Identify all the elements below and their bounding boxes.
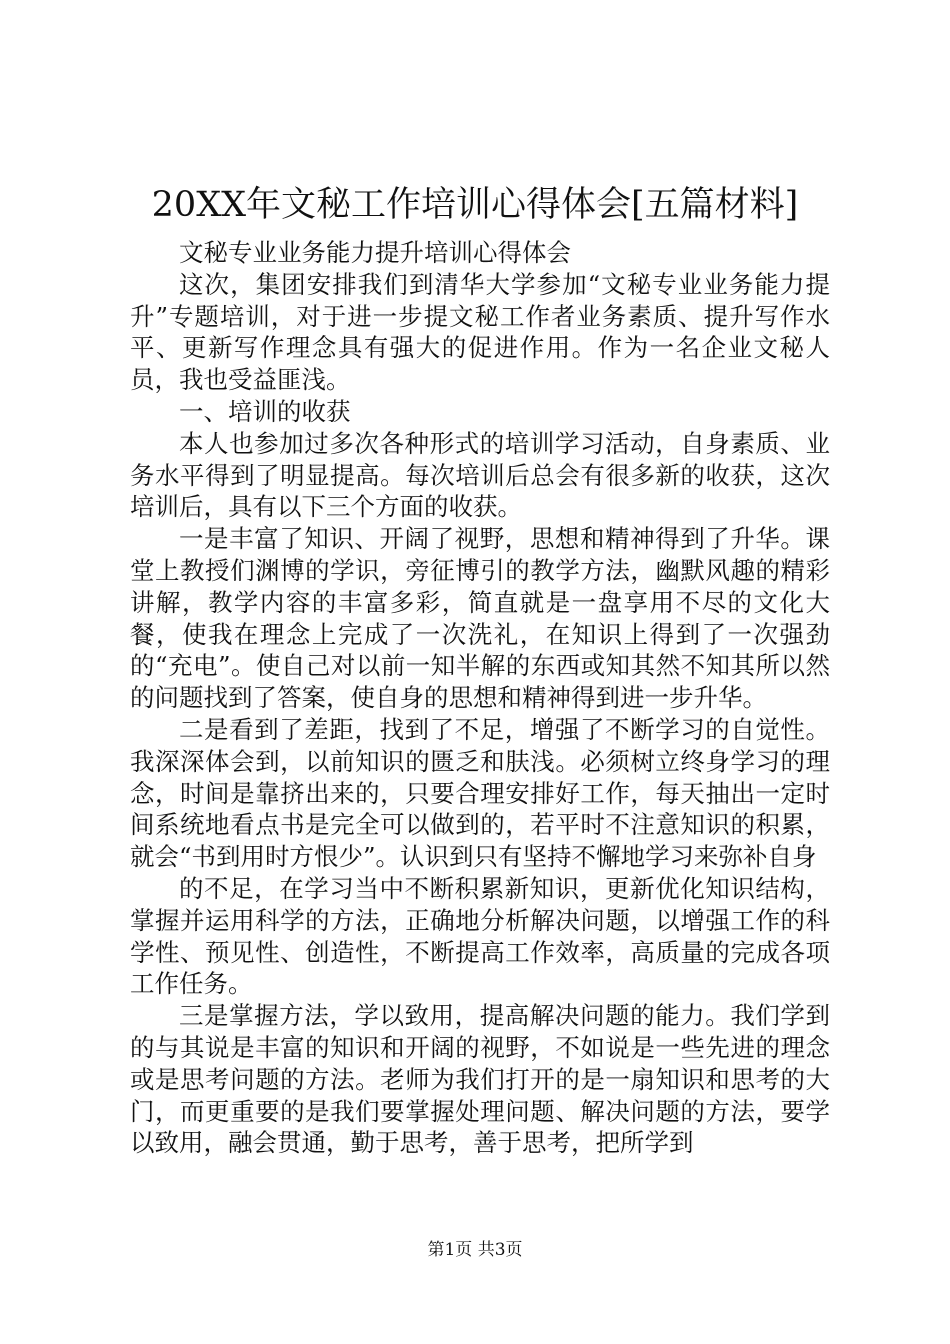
body-paragraph: 一是丰富了知识、开阔了视野，思想和精神得到了升华。课堂上教授们渊博的学识，旁征博引的教学方法，幽默风趣的精彩讲解，教学内容的丰富多彩，简直就是一盘享用不尽的文化大餐，使我在理念上完成了一次洗礼，在知识上得到了一次强劲的“充电”。使自己对以前一知半解的东西或知其然不知其所以然的问题找到了答案，使自身的思想和精神得到进一步升华。 <box>130 524 830 713</box>
body-paragraph: 这次，集团安排我们到清华大学参加“文秘专业业务能力提升”专题培训，对于进一步提文秘工作者业务素质、提升写作水平、更新写作理念具有强大的促进作用。作为一名企业文秘人员，我也受益匪浅。 <box>130 269 830 395</box>
document-body <box>130 237 830 1159</box>
subtitle-paragraph: 文秘专业业务能力提升培训心得体会 <box>179 238 571 267</box>
document-title: 20XX年文秘工作培训心得体会[五篇材料] <box>151 185 799 225</box>
body-paragraph: 三是掌握方法，学以致用，提高解决问题的能力。我们学到的与其说是丰富的知识和开阔的视野，不如说是一些先进的理念或是思考问题的方法。老师为我们打开的是一扇知识和思考的大门，而更重要的是我们要掌握处理问题、解决问题的方法，要学以致用，融会贯通，勤于思考，善于思考，把所学到 <box>130 1001 830 1158</box>
body-paragraph: 的不足，在学习当中不断积累新知识，更新优化知识结构，掌握并运用科学的方法，正确地分析解决问题，以增强工作的科学性、预见性、创造性，不断提高工作效率，高质量的完成各项工作任务。 <box>130 873 830 999</box>
section-heading: 一、培训的收获 <box>179 396 351 426</box>
page-number-footer: 第1页 共3页 <box>427 1240 523 1260</box>
body-paragraph: 本人也参加过多次各种形式的培训学习活动，自身素质、业务水平得到了明显提高。每次培训后总会有很多新的收获，这次培训后，具有以下三个方面的收获。 <box>130 428 830 522</box>
body-paragraph: 二是看到了差距，找到了不足，增强了不断学习的自觉性。我深深体会到，以前知识的匮乏和肤浅。必须树立终身学习的理念，时间是靠挤出来的，只要合理安排好工作，每天抽出一定时间系统地看点书是完全可以做到的，若平时不注意知识的积累，就会“书到用时方恨少”。认识到只有坚持不懈地学习来弥补自身 <box>130 714 830 872</box>
